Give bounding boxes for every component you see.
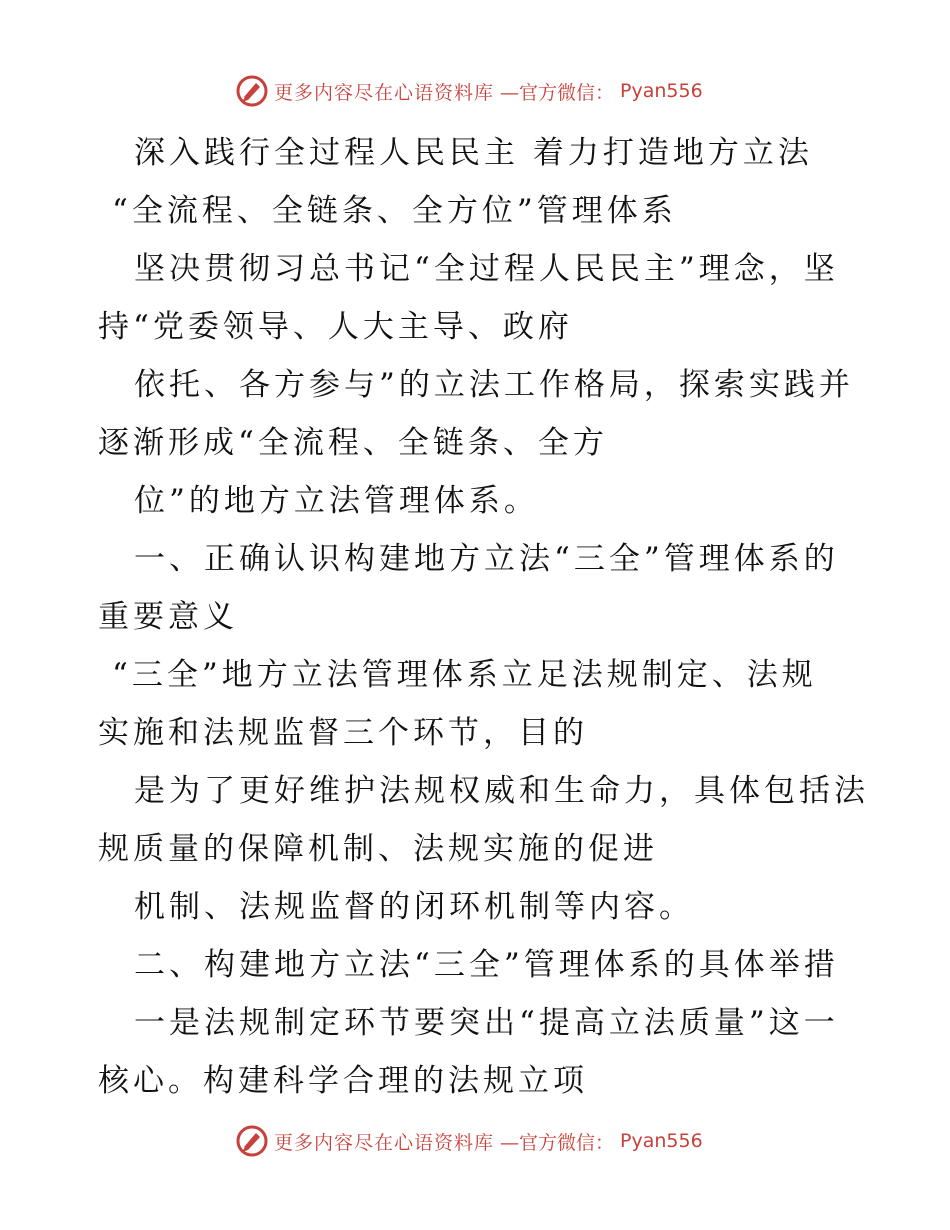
watermark-account: Pyan556	[620, 1130, 703, 1152]
section-heading-2: 二、构建地方立法“三全”管理体系的具体举措	[134, 947, 839, 983]
paragraph-line: 坚决贯彻习总书记“全过程人民民主”理念，坚	[134, 251, 839, 287]
doc-title-line-1: 深入践行全过程人民民主 着力打造地方立法	[134, 135, 813, 171]
section-heading-1: 一、正确认识构建地方立法“三全”管理体系的	[134, 541, 839, 577]
header-watermark	[236, 74, 703, 108]
paragraph-line: 依托、各方参与”的立法工作格局，探索实践并	[134, 367, 854, 403]
paragraph-line: 一是法规制定环节要突出“提高立法质量”这一	[134, 1005, 839, 1041]
paragraph-line: 逐渐形成“全流程、全链条、全方	[98, 425, 608, 461]
watermark-separator: —官方微信：	[500, 1131, 615, 1154]
paragraph-line: 实施和法规监督三个环节，目的	[98, 715, 588, 751]
paragraph-line: “三全”地方立法管理体系立足法规制定、法规	[112, 657, 817, 693]
watermark-separator: —官方微信：	[500, 81, 615, 104]
paragraph-line: 核心。构建科学合理的法规立项	[98, 1063, 588, 1099]
paragraph-line: 持“党委领导、人大主导、政府	[98, 309, 573, 345]
pen-logo-icon	[236, 75, 268, 107]
paragraph-line: 是为了更好维护法规权威和生命力，具体包括法	[134, 773, 869, 809]
paragraph-line: 位”的地方立法管理体系。	[134, 483, 539, 519]
doc-title-line-2: “全流程、全链条、全方位”管理体系	[112, 193, 677, 229]
paragraph-line: 机制、法规监督的闭环机制等内容。	[134, 889, 694, 925]
document-body	[98, 124, 869, 1110]
section-heading-1-cont: 重要意义	[98, 599, 238, 635]
watermark-account: Pyan556	[620, 80, 703, 102]
paragraph-line: 规质量的保障机制、法规实施的促进	[98, 831, 658, 867]
watermark-text: 更多内容尽在心语资料库	[274, 1131, 495, 1154]
watermark-text: 更多内容尽在心语资料库	[274, 81, 495, 104]
footer-watermark	[236, 1124, 703, 1158]
pen-logo-icon	[236, 1125, 268, 1157]
